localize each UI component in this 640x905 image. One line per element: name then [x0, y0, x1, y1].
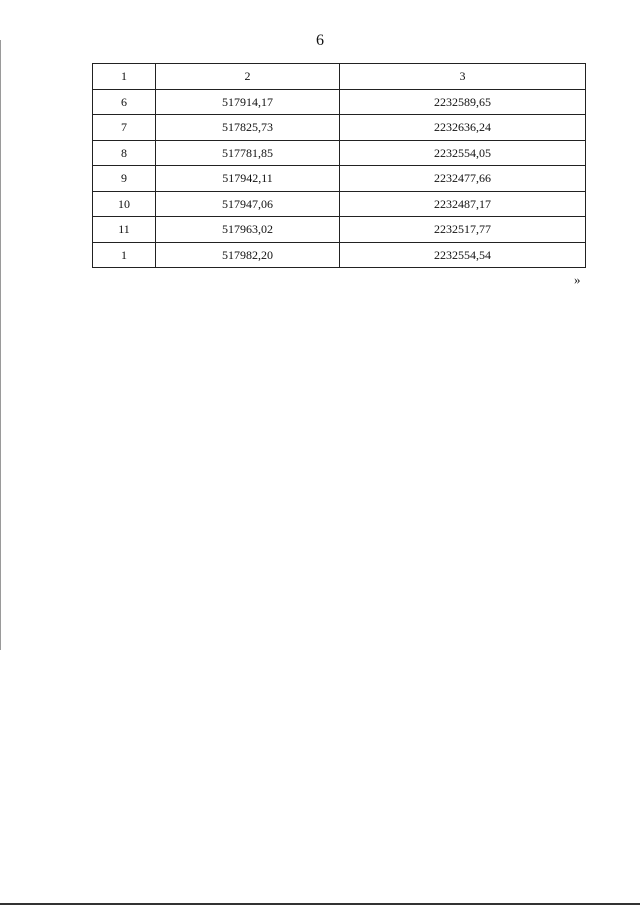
table-row [93, 166, 586, 192]
coordinate-y: 2232487,17 [340, 191, 586, 217]
point-number: 8 [93, 140, 156, 166]
coordinate-x: 517947,06 [156, 191, 340, 217]
table-row [93, 242, 586, 268]
scan-margin-line [0, 40, 1, 650]
table-row [93, 89, 586, 115]
table-header-row [93, 64, 586, 90]
point-number: 7 [93, 115, 156, 141]
coordinate-x: 517982,20 [156, 242, 340, 268]
point-number: 1 [93, 242, 156, 268]
coordinate-y: 2232477,66 [340, 166, 586, 192]
table-row [93, 115, 586, 141]
page-number: 6 [316, 32, 324, 49]
coordinate-y: 2232554,05 [340, 140, 586, 166]
header-cell-1: 1 [93, 64, 156, 90]
coordinate-x: 517942,11 [156, 166, 340, 192]
table-row [93, 217, 586, 243]
coordinate-y: 2232554,54 [340, 242, 586, 268]
point-number: 9 [93, 166, 156, 192]
table-row [93, 191, 586, 217]
table-row [93, 140, 586, 166]
coordinates-table [92, 63, 586, 268]
coordinate-y: 2232636,24 [340, 115, 586, 141]
coordinate-x: 517914,17 [156, 89, 340, 115]
header-cell-3: 3 [340, 64, 586, 90]
point-number: 10 [93, 191, 156, 217]
coordinate-x: 517825,73 [156, 115, 340, 141]
point-number: 6 [93, 89, 156, 115]
coordinate-y: 2232589,65 [340, 89, 586, 115]
header-cell-2: 2 [156, 64, 340, 90]
coordinate-x: 517781,85 [156, 140, 340, 166]
closing-quote-mark: » [574, 272, 581, 287]
coordinate-y: 2232517,77 [340, 217, 586, 243]
coordinate-x: 517963,02 [156, 217, 340, 243]
point-number: 11 [93, 217, 156, 243]
